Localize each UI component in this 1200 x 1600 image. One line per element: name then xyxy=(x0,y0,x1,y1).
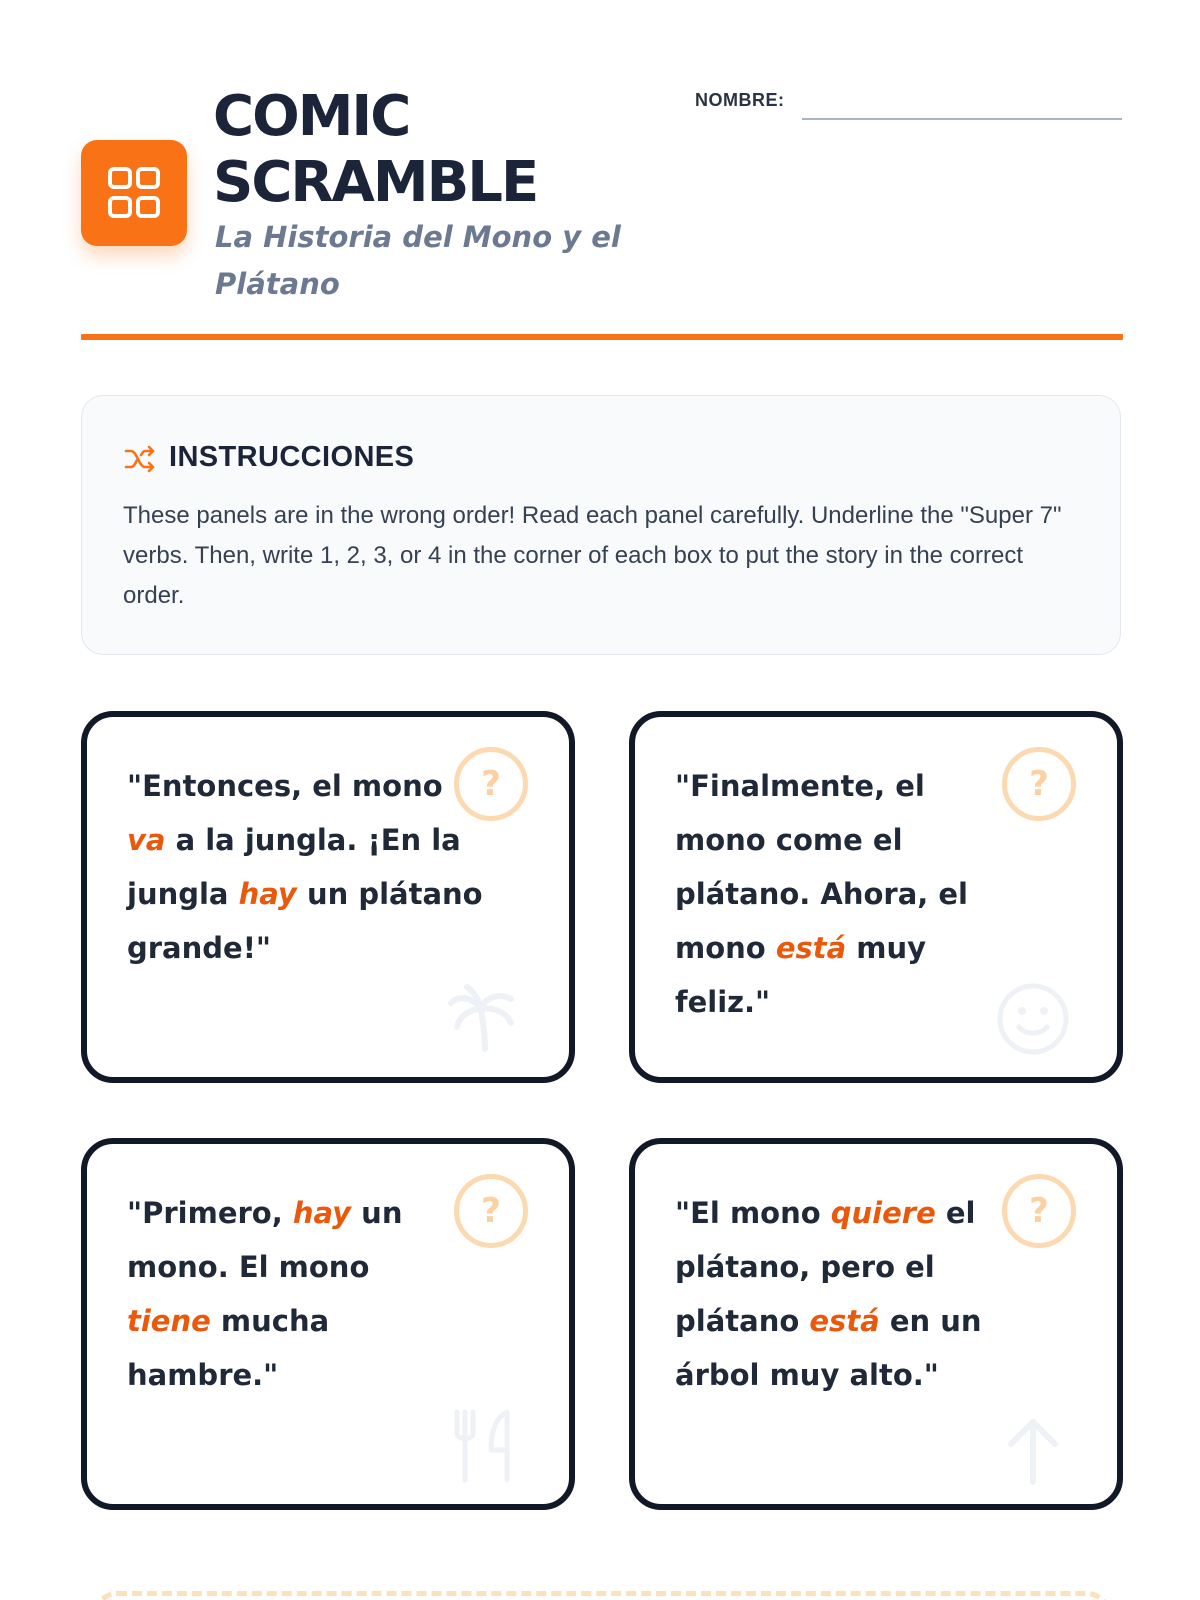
panel-text-segment: muy feliz." xyxy=(675,931,927,1019)
panel-text-segment: a la jungla. ¡En la jungla xyxy=(127,823,461,911)
verb-highlight: quiere xyxy=(830,1196,936,1230)
header-divider xyxy=(81,334,1123,340)
panel-text xyxy=(127,759,489,975)
verb-highlight: hay xyxy=(292,1196,352,1230)
panel-text-segment: en un árbol muy alto." xyxy=(675,1304,982,1392)
answer-box xyxy=(93,1591,1111,1600)
instructions-title: INSTRUCCIONES xyxy=(169,441,415,473)
order-number-badge[interactable]: ? xyxy=(1002,1174,1076,1248)
panel-text-segment: "Finalmente, el mono come el plátano. Ahora, el mono xyxy=(675,769,968,965)
panel-text-segment: "Primero, xyxy=(127,1196,293,1230)
panel-text-segment: "Entonces, el mono xyxy=(127,769,443,803)
instructions-text: These panels are in the wrong order! Read each panel carefully. Underline the "Super 7" verbs. Then, write 1, 2, 3, or 4 in the corner of each box to put the story in the correct order. xyxy=(123,502,1062,609)
order-number-badge[interactable]: ? xyxy=(454,1174,528,1248)
panel-text-segment: un mono. El mono xyxy=(127,1196,403,1284)
grid-icon xyxy=(103,162,165,224)
order-number-badge[interactable]: ? xyxy=(454,747,528,821)
panel-text-segment: "El mono xyxy=(675,1196,831,1230)
logo-badge xyxy=(81,140,187,246)
verb-highlight: tiene xyxy=(127,1304,211,1338)
panel-text-segment: mucha hambre." xyxy=(127,1304,330,1392)
panel-text xyxy=(675,759,1005,1029)
verb-highlight: va xyxy=(127,823,166,857)
verb-highlight: está xyxy=(775,931,847,965)
comic-panel-2 xyxy=(629,711,1123,1083)
title-line-2: SCRAMBLE xyxy=(213,150,538,215)
comic-panel-4 xyxy=(629,1138,1123,1510)
page-title xyxy=(213,84,633,216)
title-line-1: COMIC xyxy=(213,84,410,149)
panel-text xyxy=(127,1186,457,1402)
panel-text xyxy=(675,1186,985,1402)
name-label: NOMBRE: xyxy=(695,90,785,110)
page-subtitle: La Historia del Mono y el Plátano xyxy=(215,220,621,301)
name-field-line[interactable] xyxy=(802,118,1122,120)
shuffle-icon xyxy=(123,442,157,476)
verb-highlight: hay xyxy=(238,877,297,911)
palm-tree-icon xyxy=(445,979,525,1059)
smile-icon xyxy=(993,979,1073,1059)
comic-panel-1 xyxy=(81,711,575,1083)
order-number-badge[interactable]: ? xyxy=(1002,747,1076,821)
utensils-icon xyxy=(445,1406,525,1486)
panel-text-segment: el plátano, pero el plátano xyxy=(675,1196,976,1338)
instructions-box xyxy=(81,395,1121,655)
comic-panel-3 xyxy=(81,1138,575,1510)
arrow-up-icon xyxy=(993,1406,1073,1486)
verb-highlight: está xyxy=(809,1304,880,1338)
panel-text-segment: un plátano grande!" xyxy=(127,877,483,965)
